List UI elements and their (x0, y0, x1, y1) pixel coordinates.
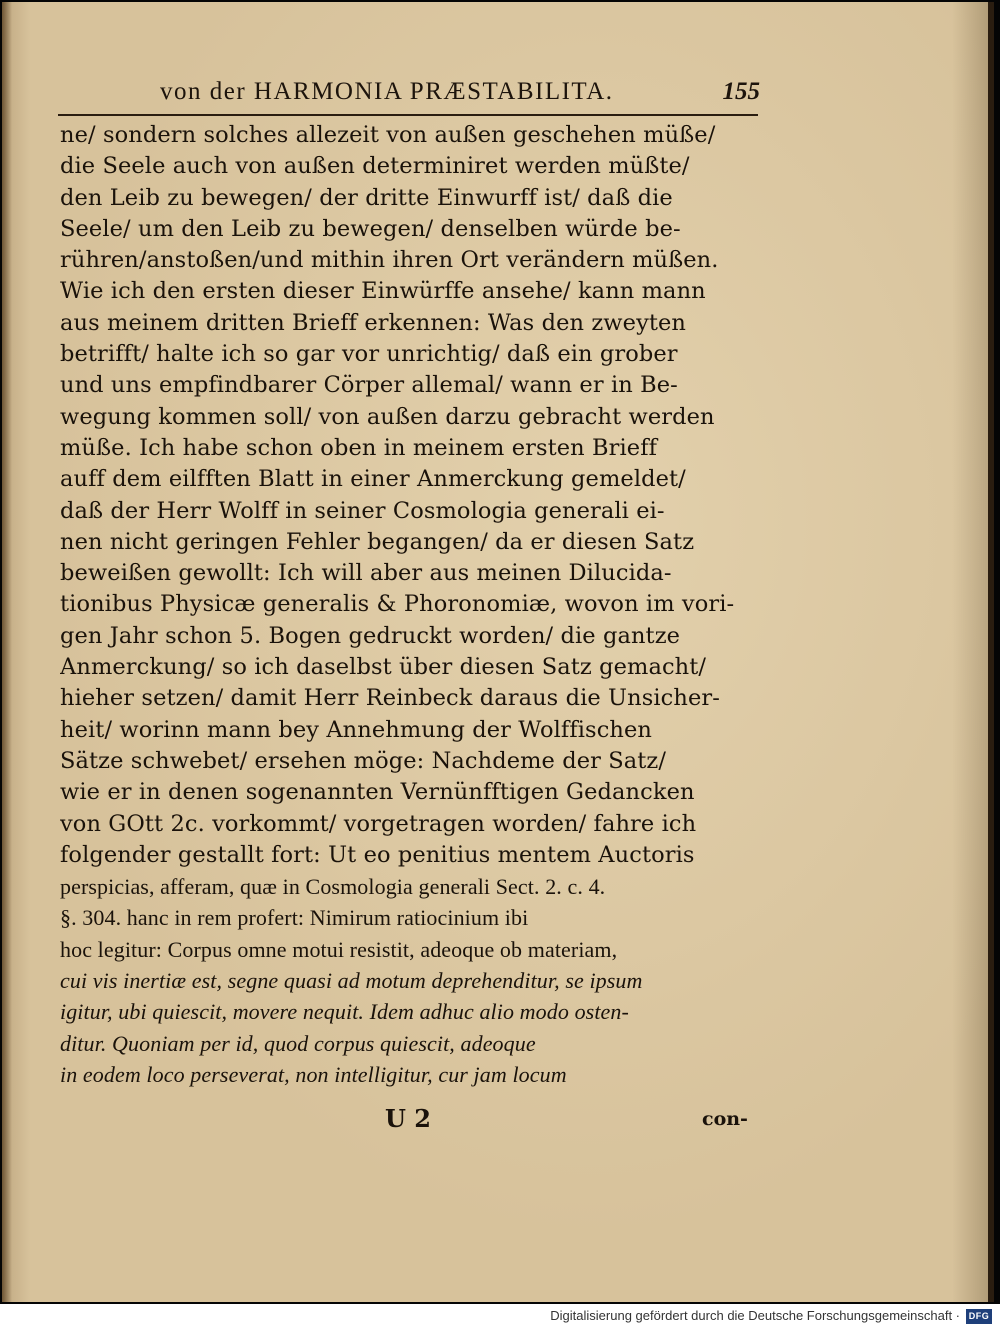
text-line: ne/ sondern solches allezeit von außen geschehen müße/ (60, 122, 716, 148)
signature-mark: U 2 (385, 1104, 431, 1133)
text-line: müße. Ich habe schon oben in meinem ersten Brieff (60, 434, 658, 461)
catchword: con- (702, 1108, 748, 1130)
running-title: von der HARMONIA PRÆSTABILITA. (160, 78, 614, 105)
text-line: §. 304. hanc in rem profert: Nimirum ratiocinium ibi (60, 905, 529, 931)
text-line: auff dem eilfften Blatt in einer Anmerckung gemeldet/ (60, 466, 686, 493)
text-line: von GOtt 2c. vorkommt/ vorgetragen worden/ fahre ich (60, 810, 697, 837)
text-line: cui vis inertiæ est, segne quasi ad motum deprehenditur, se ipsum (60, 968, 643, 994)
text-line: tionibus Physicæ generalis & Phoronomiæ, wovon im vori- (60, 591, 735, 618)
text-line: den Leib zu bewegen/ der dritte Einwurff ist/ daß die (60, 184, 673, 211)
text-line: Sätze schwebet/ ersehen möge: Nachdeme der Satz/ (60, 747, 667, 774)
text-line: Seele/ um den Leib zu bewegen/ denselben würde be- (60, 215, 681, 242)
page-binding-edge (2, 2, 12, 1302)
text-line: daß der Herr Wolff in seiner Cosmologia generali ei- (60, 497, 665, 524)
header-rule (58, 114, 758, 116)
text-line: in eodem loco perseverat, non intelligitur, cur jam locum (60, 1061, 567, 1087)
text-line: beweißen gewollt: Ich will aber aus meinen Dilucida- (60, 560, 672, 587)
page-number: 155 (722, 78, 760, 105)
text-line: aus meinem dritten Brieff erkennen: Was den zweyten (60, 309, 687, 336)
text-line: und uns empfindbarer Cörper allemal/ wann er in Be- (60, 372, 678, 399)
text-line: gen Jahr schon 5. Bogen gedruckt worden/ die gantze (60, 622, 681, 649)
text-line: die Seele auch von außen determiniret werden müßte/ (60, 153, 690, 180)
text-line: Wie ich den ersten dieser Einwürffe ansehe/ kann mann (60, 278, 706, 305)
text-line: igitur, ubi quiescit, movere nequit. Idem adhuc alio modo osten- (60, 999, 629, 1025)
text-line: hoc legitur: Corpus omne motui resistit, adeoque ob materiam, (60, 936, 618, 962)
text-line: wie er in denen sogenannten Vernünfftigen Gedancken (60, 779, 695, 806)
dfg-logo: DFG (966, 1309, 992, 1324)
text-line: perspicias, afferam, quæ in Cosmologia generali Sect. 2. c. 4. (60, 874, 606, 900)
credit-text: Digitalisierung gefördert durch die Deutsche Forschungsgemeinschaft · (550, 1308, 960, 1323)
text-line: hieher setzen/ damit Herr Reinbeck daraus die Unsicher- (60, 685, 720, 712)
text-line: ditur. Quoniam per id, quod corpus quiescit, adeoque (60, 1030, 536, 1056)
text-line: Anmerckung/ so ich daselbst über diesen Satz gemacht/ (60, 654, 707, 681)
body-text (60, 120, 760, 1090)
text-line: wegung kommen soll/ von außen darzu gebracht werden (60, 403, 715, 430)
text-line: folgender gestallt fort: Ut eo penitius mentem Auctoris (60, 841, 695, 868)
text-line: rühren/anstoßen/und mithin ihren Ort verändern müßen. (60, 247, 719, 274)
text-line: nen nicht geringen Fehler begangen/ da er diesen Satz (60, 528, 695, 555)
credit-bar (0, 1304, 1000, 1329)
text-line: betrifft/ halte ich so gar vor unrichtig/ daß ein grober (60, 341, 678, 368)
running-header (160, 78, 760, 114)
text-line: heit/ worinn mann bey Annehmung der Wolffischen (60, 716, 653, 743)
